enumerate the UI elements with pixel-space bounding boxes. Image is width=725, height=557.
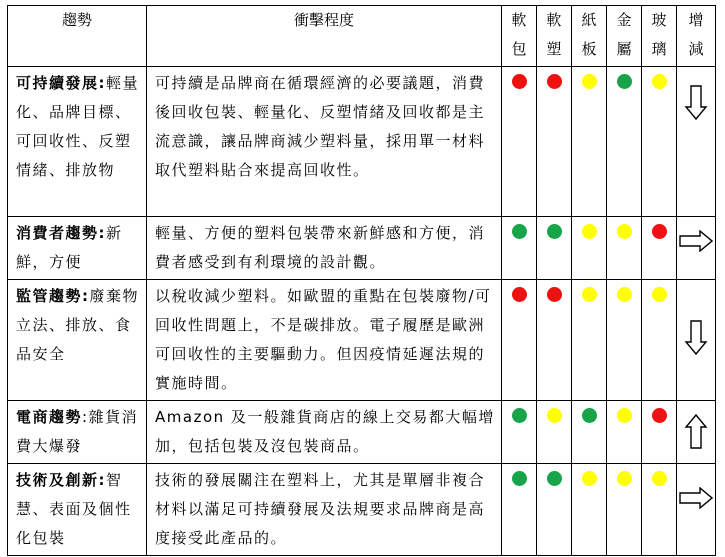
- impact-cell: 輕量、方便的塑料包裝帶來新鮮感和方便，消費者感受到有利環境的設計觀。: [147, 217, 502, 280]
- trend-arrow-cell: [677, 464, 716, 556]
- trend-subtitle: 廢棄物立法、排放、食品安全: [16, 287, 140, 363]
- header-trend-change: 增 減: [677, 6, 716, 67]
- header-paperboard: 紙 板: [572, 6, 607, 67]
- green-dot-icon: [512, 224, 527, 239]
- impact-dot-cell: [572, 217, 607, 280]
- header-row: [8, 6, 716, 67]
- up-arrow-icon: [677, 401, 715, 449]
- yellow-dot-icon: [617, 287, 632, 302]
- trend-arrow-cell: [677, 401, 716, 464]
- red-dot-icon: [652, 224, 667, 239]
- trend-title: 監管趨勢:: [16, 287, 90, 305]
- impact-dot-cell: [607, 217, 642, 280]
- trend-subtitle: 智慧、表面及個性化包裝: [16, 471, 132, 547]
- green-dot-icon: [547, 471, 562, 486]
- green-dot-icon: [512, 471, 527, 486]
- green-dot-icon: [582, 408, 597, 423]
- trend-cell: [8, 217, 147, 280]
- header-soft-pack: 軟 包: [502, 6, 537, 67]
- table-row: [8, 280, 716, 401]
- impact-dot-cell: [502, 401, 537, 464]
- yellow-dot-icon: [617, 408, 632, 423]
- green-dot-icon: [547, 224, 562, 239]
- impact-dot-cell: [537, 67, 572, 217]
- trend-title: 可持續發展:: [16, 74, 106, 92]
- trend-cell: [8, 280, 147, 401]
- yellow-dot-icon: [652, 74, 667, 89]
- impact-dot-cell: [642, 401, 677, 464]
- red-dot-icon: [547, 74, 562, 89]
- trend-cell: [8, 464, 147, 556]
- right-arrow-icon: [677, 464, 715, 509]
- yellow-dot-icon: [582, 224, 597, 239]
- header-glass: 玻 璃: [642, 6, 677, 67]
- header-trend: 趨勢: [8, 6, 147, 67]
- red-dot-icon: [512, 74, 527, 89]
- down-arrow-icon: [677, 67, 715, 121]
- impact-dot-cell: [572, 401, 607, 464]
- table-row: [8, 217, 716, 280]
- impact-dot-cell: [537, 217, 572, 280]
- yellow-dot-icon: [652, 287, 667, 302]
- impact-dot-cell: [572, 67, 607, 217]
- yellow-dot-icon: [617, 224, 632, 239]
- yellow-dot-icon: [582, 74, 597, 89]
- impact-dot-cell: [502, 280, 537, 401]
- red-dot-icon: [512, 287, 527, 302]
- impact-dot-cell: [502, 464, 537, 556]
- green-dot-icon: [617, 74, 632, 89]
- impact-dot-cell: [642, 464, 677, 556]
- impact-dot-cell: [607, 67, 642, 217]
- impact-dot-cell: [642, 217, 677, 280]
- impact-dot-cell: [537, 280, 572, 401]
- impact-cell: Amazon 及一般雜貨商店的線上交易都大幅增加，包括包裝及沒包裝商品。: [147, 401, 502, 464]
- yellow-dot-icon: [582, 471, 597, 486]
- trend-arrow-cell: [677, 280, 716, 401]
- impact-dot-cell: [607, 401, 642, 464]
- impact-dot-cell: [502, 67, 537, 217]
- trend-cell: [8, 401, 147, 464]
- trend-impact-table: [7, 5, 716, 556]
- trend-title: 消費者趨勢:: [16, 224, 106, 242]
- impact-dot-cell: [502, 217, 537, 280]
- header-impact: 衝擊程度: [147, 6, 502, 67]
- header-metal: 金 屬: [607, 6, 642, 67]
- yellow-dot-icon: [652, 471, 667, 486]
- yellow-dot-icon: [617, 471, 632, 486]
- trend-arrow-cell: [677, 67, 716, 217]
- impact-cell: 技術的發展關注在塑料上，尤其是單層非複合材料以滿足可持續發展及法規要求品牌商是高度接受此產品的。: [147, 464, 502, 556]
- right-arrow-icon: [677, 217, 715, 252]
- impact-dot-cell: [537, 401, 572, 464]
- trend-title: 電商趨勢: [16, 408, 83, 426]
- impact-dot-cell: [572, 280, 607, 401]
- trend-subtitle: 新鮮，方便: [16, 224, 123, 271]
- trend-title: 技術及創新:: [16, 471, 106, 489]
- impact-dot-cell: [642, 67, 677, 217]
- red-dot-icon: [547, 287, 562, 302]
- green-dot-icon: [512, 408, 527, 423]
- impact-cell: 以稅收減少塑料。如歐盟的重點在包裝廢物/可回收性問題上，不是碳排放。電子履歷是歐洲可回收性的主要驅動力。但因疫情延遲法規的實施時間。: [147, 280, 502, 401]
- table-row: [8, 464, 716, 556]
- impact-dot-cell: [642, 280, 677, 401]
- trend-arrow-cell: [677, 217, 716, 280]
- header-soft-plastic: 軟 塑: [537, 6, 572, 67]
- impact-dot-cell: [572, 464, 607, 556]
- table-row: [8, 67, 716, 217]
- trend-subtitle: 輕量化、品牌目標、可回收性、反塑情緒、排放物: [16, 74, 140, 179]
- table-row: [8, 401, 716, 464]
- impact-cell: 可持續是品牌商在循環經濟的必要議題，消費後回收包裝、輕量化、反塑情緒及回收都是主流意識，讓品牌商減少塑料量，採用單一材料取代塑料貼合來提高回收性。: [147, 67, 502, 217]
- red-dot-icon: [652, 408, 667, 423]
- yellow-dot-icon: [547, 408, 562, 423]
- yellow-dot-icon: [582, 287, 597, 302]
- impact-dot-cell: [607, 280, 642, 401]
- trend-subtitle: :雜貨消費大爆發: [16, 408, 139, 455]
- trend-cell: [8, 67, 147, 217]
- impact-dot-cell: [537, 464, 572, 556]
- down-arrow-icon: [677, 280, 715, 356]
- impact-dot-cell: [607, 464, 642, 556]
